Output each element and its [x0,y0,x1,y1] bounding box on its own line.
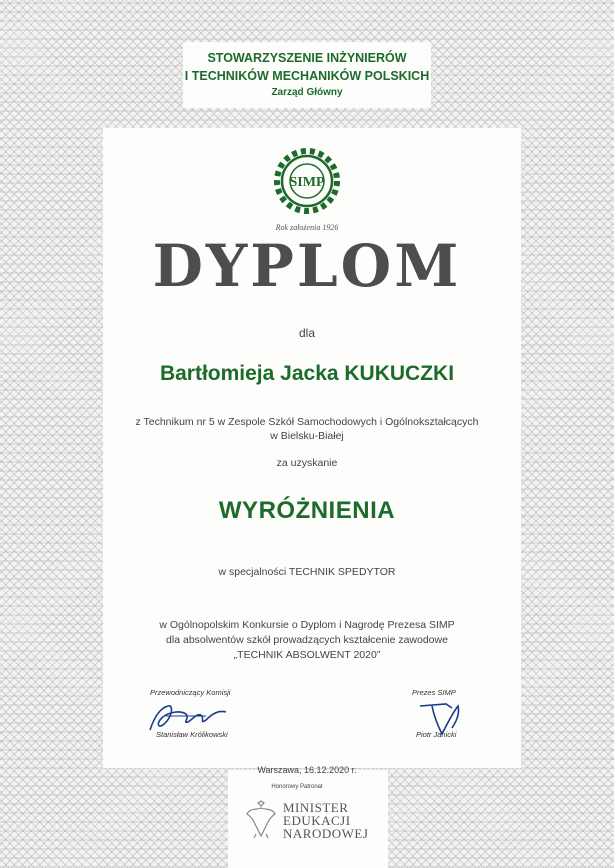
diploma-title: DYPLOM [152,232,462,300]
patron-line3: NARODOWEJ [283,826,369,841]
obtaining-label: za uzyskanie [276,457,338,469]
school-line2: w Bielsku-Białej [270,430,344,442]
award-title: WYRÓŻNIENIA [218,497,396,524]
left-signature-icon [146,700,236,734]
right-signature-role: Prezes SIMP [412,688,456,697]
patron-line2: EDUKACJI [283,813,351,828]
founded-year: Rok założenia 1926 [275,223,339,232]
contest-line1: w Ogólnopolskim Konkursie o Dyplom i Nagrodę Prezesa SIMP [159,619,455,631]
specialty-line: w specjalności TECHNIK SPEDYTOR [218,566,396,578]
org-name-line1: STOWARZYSZENIE INŻYNIERÓW [207,51,407,65]
left-signature-name: Stanisław Królikowski [156,730,228,739]
org-subtitle: Zarząd Główny [271,87,343,98]
org-name-line2: I TECHNIKÓW MECHANIKÓW POLSKICH [184,69,430,83]
contest-line3: „TECHNIK ABSOLWENT 2020” [233,649,381,661]
contest-line2: dla absolwentów szkół prowadzących kształcenie zawodowe [166,634,448,646]
right-signature-name: Piotr Janicki [416,730,457,739]
patron-name [283,801,368,840]
place-date: Warszawa, 16.12.2020 r. [257,765,357,775]
school-line1: z Technikum nr 5 w Zespole Szkół Samochodowych i Ogólnokształcących [135,416,479,428]
simp-gear-logo-icon [263,143,351,223]
for-label: dla [298,326,315,340]
left-signature-role: Przewodniczący Komisji [150,688,231,697]
polish-eagle-icon [244,800,278,840]
patronage-label: Honorowy Patronat [271,784,323,790]
logo-text: SIMP [289,175,325,190]
recipient-name: Bartłomieja Jacka KUKUCZKI [159,362,455,385]
patron-line1: MINISTER [283,800,349,815]
